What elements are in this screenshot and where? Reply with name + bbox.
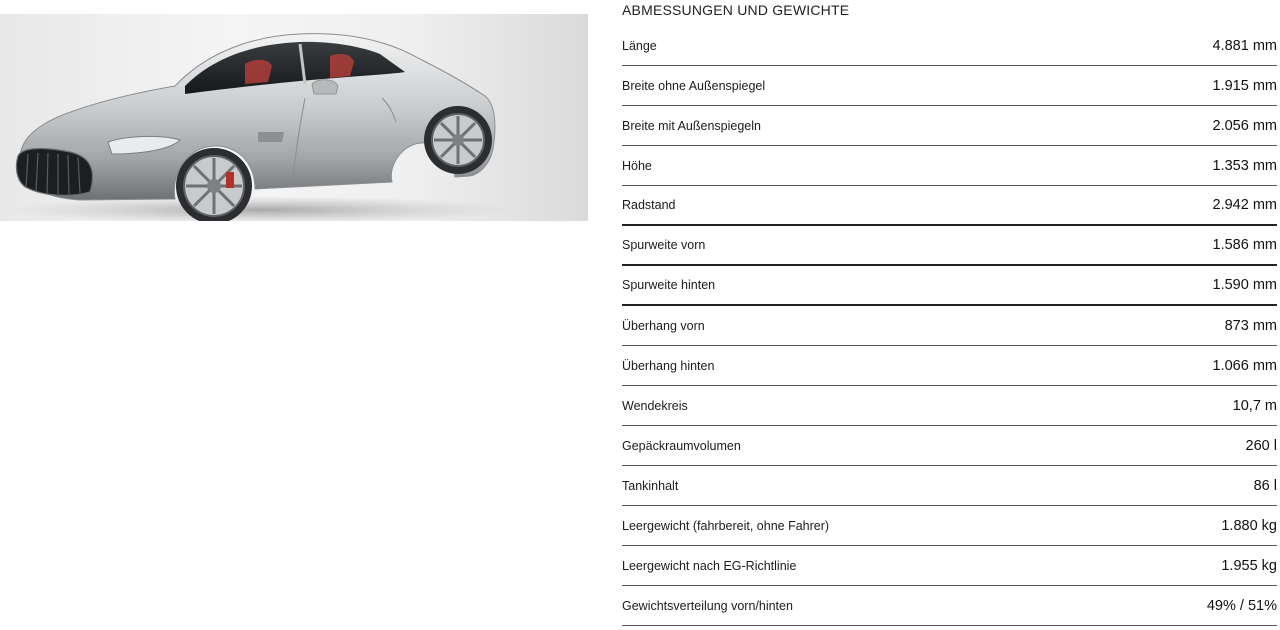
spec-row-wendekreis xyxy=(622,386,1277,426)
spec-value: 260 l xyxy=(1245,437,1277,454)
specs-panel xyxy=(622,0,1277,626)
spec-row-ueberhang-vorn xyxy=(622,306,1277,346)
spec-value: 2.056 mm xyxy=(1212,117,1277,134)
spec-list xyxy=(622,26,1277,626)
spec-row-breite-ohne-spiegel xyxy=(622,66,1277,106)
spec-value: 1.353 mm xyxy=(1212,157,1277,174)
spec-row-tankinhalt xyxy=(622,466,1277,506)
spec-value: 49% / 51% xyxy=(1206,597,1277,614)
spec-row-radstand xyxy=(622,186,1277,226)
spec-row-hoehe xyxy=(622,146,1277,186)
spec-row-ueberhang-hinten xyxy=(622,346,1277,386)
spec-value: 1.066 mm xyxy=(1212,357,1277,374)
spec-label: Breite ohne Außenspiegel xyxy=(622,78,766,93)
spec-label: Überhang hinten xyxy=(622,358,715,373)
spec-label: Breite mit Außenspiegeln xyxy=(622,118,761,133)
spec-row-gepaeckraumvolumen xyxy=(622,426,1277,466)
spec-value: 1.915 mm xyxy=(1212,77,1277,94)
spec-row-leergewicht-eg xyxy=(622,546,1277,586)
spec-label: Leergewicht nach EG-Richtlinie xyxy=(622,558,797,573)
spec-label: Radstand xyxy=(622,198,676,212)
spec-label: Wendekreis xyxy=(622,398,688,413)
spec-row-gewichtsverteilung xyxy=(622,586,1277,626)
car-photo-icon xyxy=(0,14,588,221)
spec-value: 4.881 mm xyxy=(1212,37,1277,54)
spec-label: Tankinhalt xyxy=(622,478,679,493)
spec-label: Spurweite hinten xyxy=(622,278,716,292)
spec-row-spurweite-vorn xyxy=(622,226,1277,266)
spec-label: Höhe xyxy=(622,158,652,173)
spec-value: 2.942 mm xyxy=(1212,197,1277,213)
spec-row-spurweite-hinten xyxy=(622,266,1277,306)
spec-row-laenge xyxy=(622,26,1277,66)
spec-value: 86 l xyxy=(1253,477,1277,494)
spec-value: 1.880 kg xyxy=(1221,517,1277,534)
spec-label: Spurweite vorn xyxy=(622,238,706,252)
spec-label: Länge xyxy=(622,38,657,53)
spec-value: 873 mm xyxy=(1224,317,1277,334)
spec-label: Gewichtsverteilung vorn/hinten xyxy=(622,598,793,613)
spec-label: Leergewicht (fahrbereit, ohne Fahrer) xyxy=(622,518,830,533)
spec-value: 1.955 kg xyxy=(1221,557,1277,574)
spec-row-breite-mit-spiegeln xyxy=(622,106,1277,146)
spec-row-leergewicht-fahrbereit xyxy=(622,506,1277,546)
specs-title: ABMESSUNGEN UND GEWICHTE xyxy=(622,2,850,18)
spec-label: Überhang vorn xyxy=(622,318,705,333)
car-photo xyxy=(0,14,588,221)
spec-value: 1.586 mm xyxy=(1212,237,1277,253)
spec-value: 10,7 m xyxy=(1232,397,1277,414)
spec-label: Gepäckraumvolumen xyxy=(622,438,741,453)
spec-value: 1.590 mm xyxy=(1212,277,1277,293)
